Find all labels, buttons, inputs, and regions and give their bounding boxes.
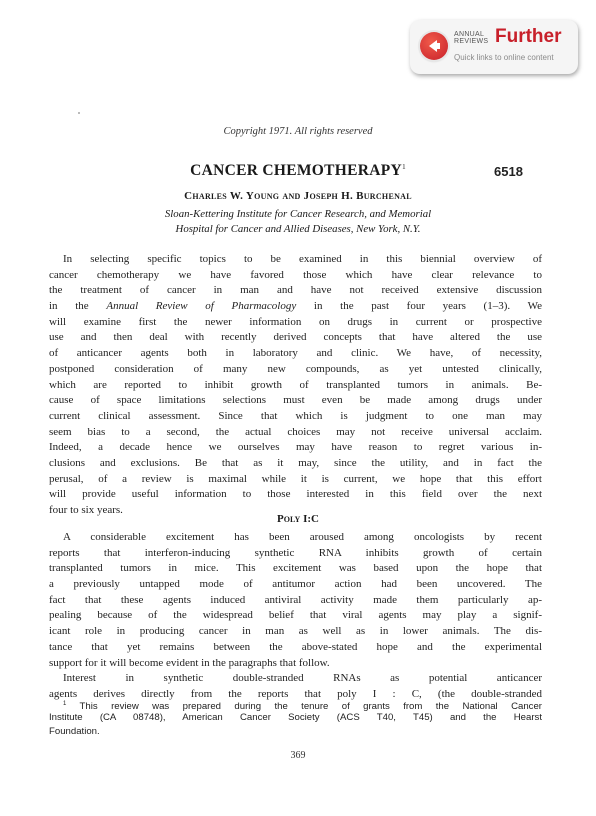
badge-further-text: Further: [495, 26, 562, 47]
footnote-line: Foundation.: [49, 726, 100, 737]
journal-name: Annual Review of Pharmacology: [106, 300, 297, 313]
text-line: will examine first the newer information on drugs in current or prospective: [49, 315, 542, 328]
text-line: perusal, of a review is maximal while it is current, we hope that this effort: [49, 472, 542, 485]
badge-reviews-text: REVIEWS: [454, 38, 489, 45]
text-line: a previously untapped mode of antitumor action had been uncovered. The: [49, 578, 542, 591]
footnote-line-1-text: This review was prepared during the tenure of grants from the National Cancer: [66, 701, 542, 713]
text-line: A considerable excitement has been aroused among oncologists by recent: [63, 531, 542, 543]
text-line: of anticancer agents both in laboratory and clinic. We have, of necessity,: [49, 347, 542, 360]
footnote: [49, 697, 542, 739]
text-line: agents derives directly from the reports that poly I : C, (the double-stranded: [49, 687, 542, 700]
section-body: [49, 530, 542, 703]
text-line: seem bias to a second, the actual choices may not receive universal acclaim.: [49, 425, 542, 438]
page-number: 369: [290, 750, 306, 761]
text-line: cause of space limitations selections must even be made among drugs under: [49, 394, 542, 407]
article-code: 6518: [494, 164, 523, 179]
text-line: current clinical assessment. Since that which is judgment to one man may: [49, 409, 542, 422]
text-line-end: in the past four years (1–3). We: [296, 300, 542, 313]
text-line: pealing because of the widespread belief that viral agents may play a signif-: [49, 609, 542, 622]
affiliation-line-2: Hospital for Cancer and Allied Diseases, New York, N.Y.: [175, 223, 421, 235]
footnote-line: Institute (CA 08748), American Cancer Society (ACS T40, T45) and the Hearst: [49, 712, 542, 723]
text-line: use and then deal with recently derived concepts that have altered the use: [49, 331, 542, 344]
back-arrow-icon: [420, 32, 448, 60]
text-line: postponed consideration of many new compounds, as yet untested clinically,: [49, 362, 542, 375]
text-line: will provide useful information to those interested in this field over the next: [49, 488, 542, 501]
footnote-mark: 1: [63, 701, 67, 707]
text-line: Indeed, a decade hence we ourselves may have reason to regret various in-: [49, 441, 542, 454]
affiliation-line-1: Sloan-Kettering Institute for Cancer Research, and Memorial: [164, 208, 432, 220]
text-line: fact that these agents induced antiviral activity made them particularly ap-: [49, 593, 542, 606]
text-line: icant role in producing cancer in man as well as in lower animals. The dis-: [49, 625, 542, 638]
text-line: transplanted tumors in mice. This excitement was based upon the hope that: [49, 562, 542, 575]
title-footnote-mark: 1: [402, 163, 406, 171]
text-line: clusions and exclusions. Be that as it may, since the utility, and in fact the: [49, 456, 542, 469]
badge-annual-text: ANNUAL: [454, 31, 485, 38]
text-line: In selecting specific topics to be examined in this biennial overview of: [63, 253, 542, 265]
copyright-notice: Copyright 1971. All rights reserved: [223, 126, 373, 137]
text-line: four to six years.: [49, 504, 123, 516]
intro-paragraph: [49, 252, 542, 519]
text-line: which are reported to inhibit growth of transplanted tumors in animals. Be-: [49, 378, 542, 391]
text-line-start: in the: [49, 300, 107, 313]
footnote-line: [49, 697, 542, 711]
scan-speck: [78, 112, 80, 114]
text-line: Interest in synthetic double-stranded RNAs as potential anticancer: [63, 672, 542, 685]
text-line: tance that yet remains between the above-stated hope and the experimental: [49, 640, 542, 653]
authors: Charles W. Young and Joseph H. Burchenal: [184, 190, 412, 202]
badge-subtitle: Quick links to online content: [454, 53, 554, 62]
annual-reviews-further-badge[interactable]: [410, 20, 578, 74]
section-heading-poly-ic: Poly I:C: [277, 513, 319, 525]
article-title-text: CANCER CHEMOTHERAPY: [190, 162, 403, 179]
text-line: [49, 299, 542, 315]
text-line: reports that interferon-inducing synthetic RNA inhibits growth of certain: [49, 546, 542, 559]
text-line: support for it will become evident in the paragraphs that follow.: [49, 656, 330, 669]
text-line: the treatment of cancer in man and have not received extensive discussion: [49, 284, 542, 297]
text-line: cancer chemotherapy we have favored those which have clear relevance to: [49, 268, 542, 281]
